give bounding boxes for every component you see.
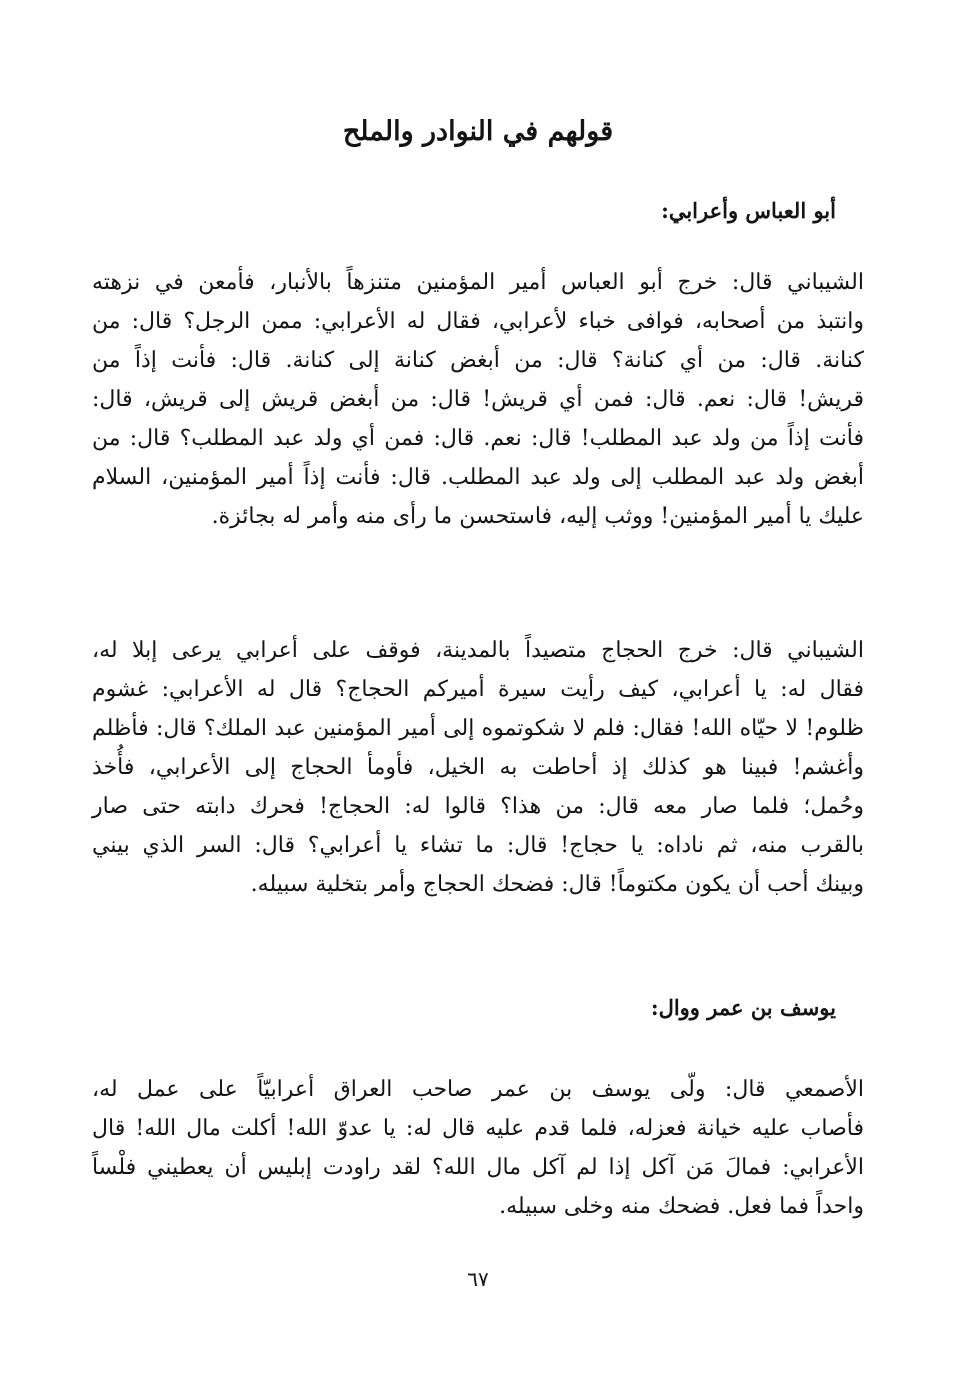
text-line: الشيباني قال: خرج الحجاج متصيداً بالمدينة، فوقف على أعرابي يرعى إبلا له، xyxy=(92,638,864,663)
text-line: الشيباني قال: خرج أبو العباس أمير المؤمنين متنزهاً بالأنبار، فأمعن في نزهته xyxy=(92,270,864,295)
paragraph xyxy=(92,263,864,536)
paragraph xyxy=(92,1070,864,1226)
text-line: ظلوم! لا حيّاه الله! فقال: فلم لا شكوتموه إلى أمير المؤمنين عبد الملك؟ قال: فأظلم xyxy=(92,716,864,741)
text-line: قريش! قال: نعم. قال: فمن أي قريش! قال: من أبغض قريش إلى قريش، قال: xyxy=(92,387,864,412)
text-line: وانتبذ من أصحابه، فوافى خباء لأعرابي، فقال له الأعرابي: ممن الرجل؟ قال: من xyxy=(92,309,864,334)
text-line: وأغشم! فبينا هو كذلك إذ أحاطت به الخيل، فأومأ الحجاج إلى الأعرابي، فأُخذ xyxy=(92,755,864,780)
text-line: فأنت إذاً من ولد عبد المطلب! قال: نعم. قال: فمن أي ولد عبد المطلب؟ قال: من xyxy=(92,426,864,451)
paragraph xyxy=(92,631,864,904)
text-line: وحُمل؛ فلما صار معه قال: من هذا؟ قالوا له: الحجاج! فحرك دابته حتى صار xyxy=(92,794,864,819)
text-line: الأصمعي قال: ولّى يوسف بن عمر صاحب العراق أعرابيّاً على عمل له، xyxy=(92,1077,865,1102)
section-heading-abu-al-abbas: أبو العباس وأعرابي: xyxy=(661,198,836,223)
text-line: واحداً فما فعل. فضحك منه وخلى سبيله. xyxy=(499,1194,864,1219)
text-line: وبينك أحب أن يكون مكتوماً! قال: فضحك الحجاج وأمر بتخلية سبيله. xyxy=(250,872,864,897)
text-line: بالقرب منه، ثم ناداه: يا حجاج! قال: ما تشاء يا أعرابي؟ قال: السر الذي بيني xyxy=(92,833,864,858)
page-title: قولهم في النوادر والملح xyxy=(342,116,614,147)
section-heading-yusuf-ibn-umar: يوسف بن عمر ووال: xyxy=(650,995,836,1020)
text-line: فقال له: يا أعرابي، كيف رأيت سيرة أميركم الحجاج؟ قال له الأعرابي: غشوم xyxy=(92,677,864,702)
text-line: فأصاب عليه خيانة فعزله، فلما قدم عليه قال له: يا عدوّ الله! أكلت مال الله! قال xyxy=(92,1116,864,1141)
text-line: أبغض ولد عبد المطلب إلى ولد عبد المطلب. قال: فأنت إذاً أمير المؤمنين، السلام xyxy=(92,465,864,490)
text-line: كنانة. قال: من أي كنانة؟ قال: من أبغض كنانة إلى كنانة. قال: فأنت إذاً من xyxy=(92,348,864,373)
text-line: عليك يا أمير المؤمنين! ووثب إليه، فاستحسن ما رأى منه وأمر له بجائزة. xyxy=(211,504,864,529)
text-line: الأعرابي: فمالَ مَن آكل إذا لم آكل مال الله؟ لقد راودت إبليس أن يعطيني فلْساً xyxy=(92,1155,864,1180)
page-number: ٦٧ xyxy=(467,1267,489,1291)
